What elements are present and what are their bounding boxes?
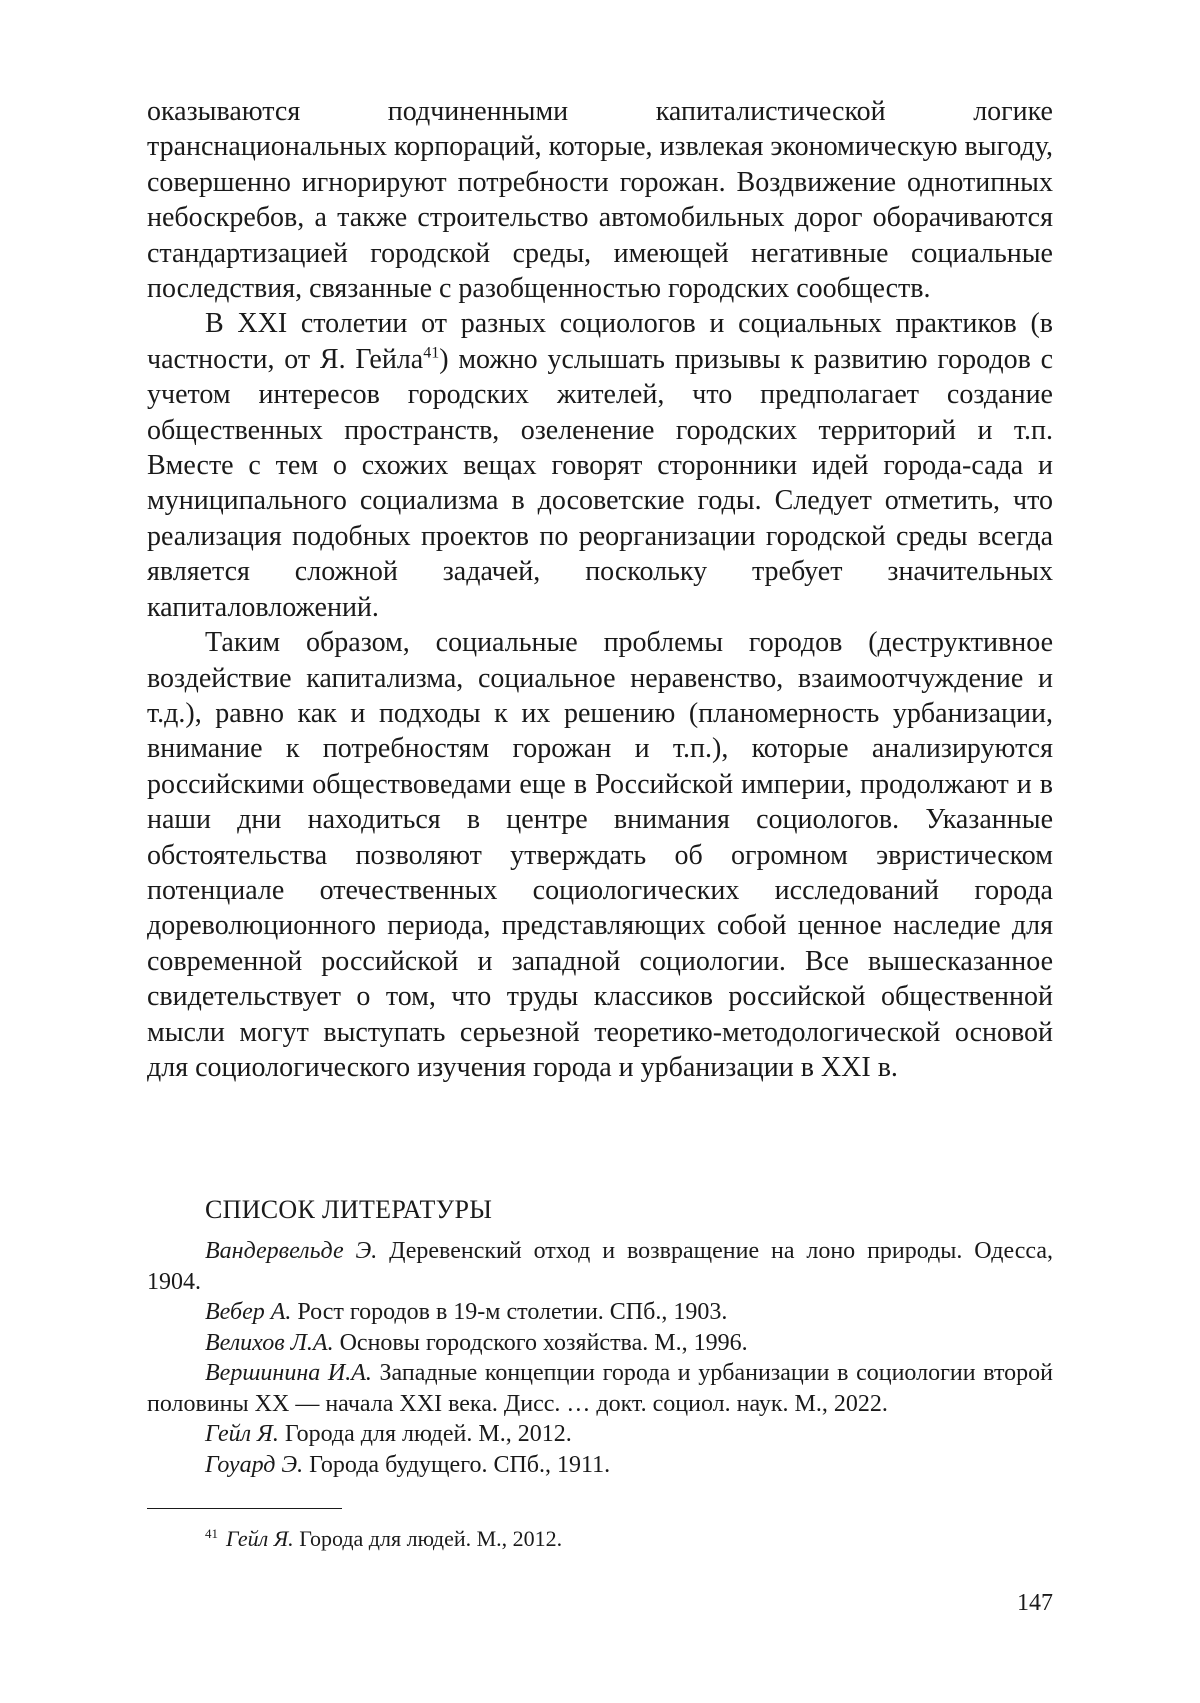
references-section bbox=[147, 1194, 1053, 1480]
reference-title: Основы городского хозяйства. М., 1996. bbox=[333, 1329, 748, 1356]
page-number: 147 bbox=[1017, 1590, 1053, 1616]
footnote-reference-mark[interactable]: 41 bbox=[423, 344, 440, 362]
paragraph-text-after-note: ) можно услышать призывы к развитию городов с учетом интересов городских жителей, что предполагает создание общественных пространств, озеленение городских территорий и т.п. Вместе с тем о схожих вещах говорят сторонники идей города-сада и муниципального социализма в досоветские годы. Следует отметить, что реализация подобных проектов по реорганизации городской среды всегда является сложной задачей, поскольку требует значительных капиталовложений. bbox=[147, 343, 1053, 623]
paragraph-xxi-century bbox=[147, 306, 1053, 625]
reference-item bbox=[147, 1419, 1053, 1450]
paragraph-conclusion: Таким образом, социальные проблемы городов (деструктивное воздействие капитализма, социальное неравенство, взаимоотчуждение и т.д.), равно как и подходы к их решению (планомерность урбанизации, внимание к потребностям горожан и т.п.), которые анализируются российскими обществоведами еще в Российской империи, продолжают и в наши дни находиться в центре внимания социологов. Указанные обстоятельства позволяют утверждать об огромном эвристическом потенциале отечественных социологических исследований города дореволюционного периода, представляющих собой ценное наследие для современной российской и западной социологии. Все вышесказанное свидетельствует о том, что труды классиков российской общественной мысли могут выступать серьезной теоретико-методологической основой для социологического изучения города и урбанизации в XXI в. bbox=[147, 627, 1053, 1083]
footnote-author: Гейл Я. bbox=[226, 1526, 294, 1551]
reference-item bbox=[147, 1450, 1053, 1481]
reference-item bbox=[147, 1297, 1053, 1328]
reference-title: Деревенский отход и возвращение на лоно природы. Одесса, 1904. bbox=[147, 1238, 1054, 1295]
paragraph-text-before-note: В XXI столетии от разных социологов и социальных практиков (в частности, от Я. Гейла bbox=[147, 308, 1053, 375]
reference-item bbox=[147, 1358, 1053, 1419]
reference-title: Западные концепции города и урбанизации в социологии второй половины XX — начала XXI века. Дисс. … докт. социол. наук. М., 2022. bbox=[147, 1360, 1054, 1417]
footnote-number: 41 bbox=[205, 1525, 218, 1541]
footnote-text: Города для людей. М., 2012. bbox=[293, 1526, 563, 1551]
references-heading: СПИСОК ЛИТЕРАТУРЫ bbox=[205, 1195, 493, 1224]
reference-item bbox=[147, 1328, 1053, 1359]
reference-author: Вебер А. bbox=[205, 1299, 292, 1325]
reference-author: Вершинина И.А. bbox=[205, 1360, 372, 1386]
reference-author: Гоуард Э. bbox=[205, 1451, 304, 1478]
reference-author: Гейл Я. bbox=[205, 1421, 279, 1447]
reference-title: Рост городов в 19-м столетии. СПб., 1903. bbox=[291, 1299, 728, 1325]
reference-author: Вандервельде Э. bbox=[205, 1238, 378, 1264]
footnote-divider bbox=[147, 1508, 342, 1509]
reference-title: Города для людей. М., 2012. bbox=[278, 1421, 572, 1447]
reference-item bbox=[147, 1236, 1053, 1297]
reference-author: Велихов Л.А. bbox=[205, 1329, 334, 1356]
footnote bbox=[205, 1525, 562, 1553]
reference-title: Города будущего. СПб., 1911. bbox=[303, 1451, 611, 1478]
paragraph-continued: оказываются подчиненными капиталистической логике транснациональных корпораций, которые, извлекая экономическую выгоду, совершенно игнорируют потребности горожан. Воздвижение однотипных небоскребов, а также строительство автомобильных дорог оборачиваются стандартизацией городской среды, имеющей негативные социальные последствия, связанные с разобщенностью городских сообществ. bbox=[147, 96, 1053, 305]
main-text bbox=[147, 94, 1053, 1085]
